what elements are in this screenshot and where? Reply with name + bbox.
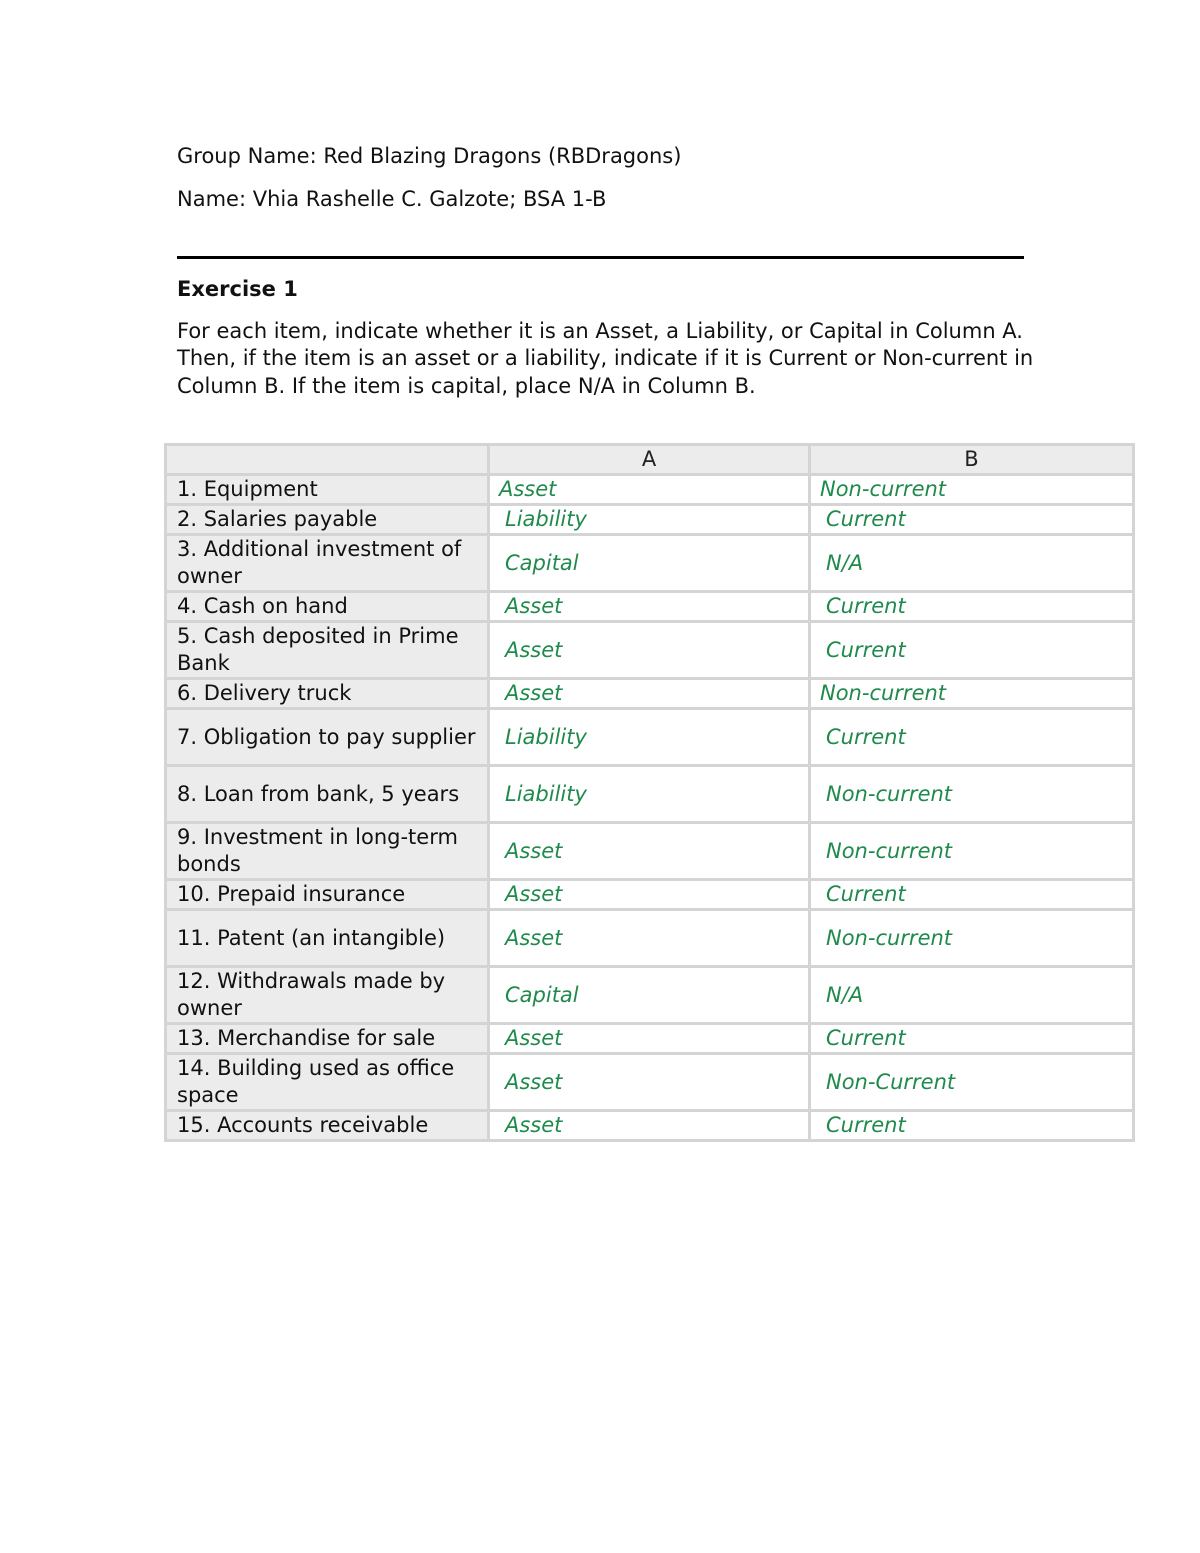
exercise-instructions: For each item, indicate whether it is an Asset, a Liability, or Capital in Column A. Then, if the item is an asset or a liability, indicate if it is Current or Non-current in Column B. If the item is capital, place N/A in Column B.	[177, 319, 1034, 398]
column-b-cell: Non-current	[810, 475, 1134, 505]
column-b-cell: Current	[810, 622, 1134, 679]
header-cell-item	[166, 445, 489, 475]
column-a-cell: Asset	[489, 592, 810, 622]
column-a-cell: Asset	[489, 910, 810, 967]
column-a-cell: Asset	[489, 880, 810, 910]
item-cell: 8. Loan from bank, 5 years	[166, 766, 489, 823]
column-b-cell: Current	[810, 880, 1134, 910]
column-b-cell: Non-Current	[810, 1054, 1134, 1111]
column-a-cell: Liability	[489, 766, 810, 823]
item-cell: 5. Cash deposited in Prime Bank	[166, 622, 489, 679]
column-a-cell: Asset	[489, 475, 810, 505]
column-b-cell: Current	[810, 709, 1134, 766]
table-header-row	[166, 445, 1134, 475]
column-a-cell: Asset	[489, 622, 810, 679]
column-b-cell: Current	[810, 505, 1134, 535]
column-a-cell: Asset	[489, 1054, 810, 1111]
column-b-cell: N/A	[810, 535, 1134, 592]
item-cell: 14. Building used as office space	[166, 1054, 489, 1111]
answer-table	[164, 443, 1135, 1142]
column-b-cell: Current	[810, 592, 1134, 622]
column-a-cell: Capital	[489, 967, 810, 1024]
horizontal-rule	[177, 256, 1024, 259]
item-cell: 2. Salaries payable	[166, 505, 489, 535]
column-b-cell: Non-current	[810, 823, 1134, 880]
header-cell-a: A	[489, 445, 810, 475]
table-row	[166, 475, 1134, 505]
item-cell: 10. Prepaid insurance	[166, 880, 489, 910]
answer-table-wrapper	[164, 443, 1135, 1142]
item-cell: 4. Cash on hand	[166, 592, 489, 622]
table-row	[166, 505, 1134, 535]
column-a-cell: Liability	[489, 505, 810, 535]
column-b-cell: Current	[810, 1111, 1134, 1141]
student-name-line: Name: Vhia Rashelle C. Galzote; BSA 1-B	[177, 187, 607, 211]
table-row	[166, 1024, 1134, 1054]
column-b-cell: Non-current	[810, 910, 1134, 967]
group-name-line: Group Name: Red Blazing Dragons (RBDragons)	[177, 144, 682, 168]
table-row	[166, 679, 1134, 709]
column-b-cell: Current	[810, 1024, 1134, 1054]
column-a-cell: Capital	[489, 535, 810, 592]
item-cell: 15. Accounts receivable	[166, 1111, 489, 1141]
table-row	[166, 766, 1134, 823]
column-b-cell: Non-current	[810, 766, 1134, 823]
item-cell: 7. Obligation to pay supplier	[166, 709, 489, 766]
column-a-cell: Liability	[489, 709, 810, 766]
item-cell: 12. Withdrawals made by owner	[166, 967, 489, 1024]
table-row	[166, 967, 1134, 1024]
table-row	[166, 910, 1134, 967]
item-cell: 6. Delivery truck	[166, 679, 489, 709]
column-a-cell: Asset	[489, 679, 810, 709]
table-row	[166, 1054, 1134, 1111]
column-a-cell: Asset	[489, 1024, 810, 1054]
item-cell: 11. Patent (an intangible)	[166, 910, 489, 967]
table-row	[166, 823, 1134, 880]
table-row	[166, 709, 1134, 766]
column-a-cell: Asset	[489, 1111, 810, 1141]
exercise-title: Exercise 1	[177, 277, 298, 301]
header-cell-b: B	[810, 445, 1134, 475]
table-row	[166, 880, 1134, 910]
item-cell: 13. Merchandise for sale	[166, 1024, 489, 1054]
column-a-cell: Asset	[489, 823, 810, 880]
table-row	[166, 622, 1134, 679]
table-row	[166, 592, 1134, 622]
column-b-cell: N/A	[810, 967, 1134, 1024]
table-row	[166, 1111, 1134, 1141]
table-row	[166, 535, 1134, 592]
column-b-cell: Non-current	[810, 679, 1134, 709]
item-cell: 3. Additional investment of owner	[166, 535, 489, 592]
item-cell: 1. Equipment	[166, 475, 489, 505]
item-cell: 9. Investment in long-term bonds	[166, 823, 489, 880]
